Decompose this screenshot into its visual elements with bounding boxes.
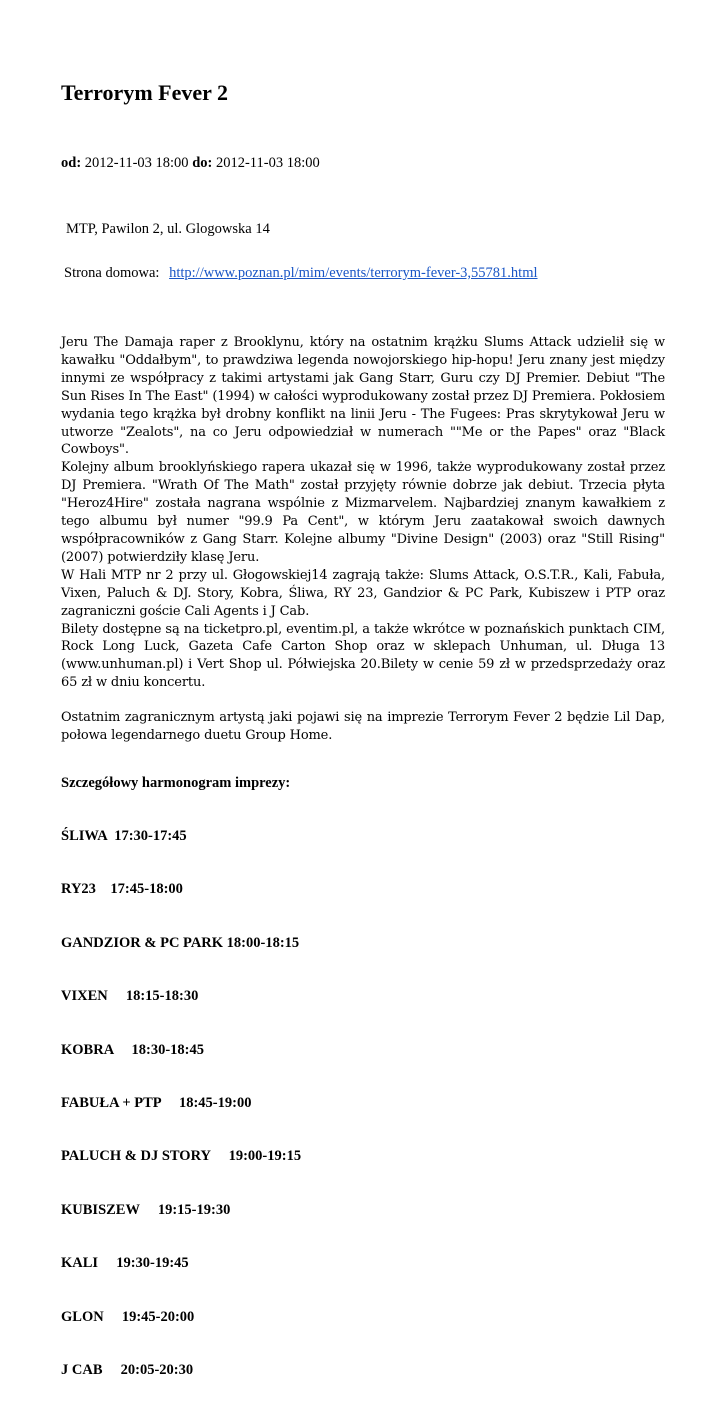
- to-label: do:: [192, 155, 213, 171]
- homepage-label: Strona domowa:: [64, 265, 160, 281]
- schedule-item: J CAB 20:05-20:30: [61, 1361, 194, 1378]
- schedule-item: VIXEN 18:15-18:30: [61, 988, 199, 1005]
- description-paragraph-5: Ostatnim zagranicznym artystą jaki pojawi się na imprezie Terrorym Fever 2 będzie Lil Dap, połowa legendarnego duetu Group Home.: [61, 710, 665, 744]
- event-description: [61, 334, 665, 745]
- page-title: Terrorym Fever 2: [61, 80, 228, 105]
- event-dates: [61, 154, 320, 172]
- schedule-item: KOBRA 18:30-18:45: [61, 1041, 204, 1058]
- from-value: 2012-11-03 18:00: [84, 155, 189, 171]
- event-homepage: [64, 264, 538, 282]
- event-location: MTP, Pawilon 2, ul. Glogowska 14: [66, 221, 270, 237]
- description-paragraph-2: Kolejny album brooklyńskiego rapera ukazał się w 1996, także wyprodukowany został przez DJ Premiera. "Wrath Of The Math" został przyjęty równie dobrze jak debiut. Trzecia płyta "Heroz4Hire" została nagrana wspólnie z Mizmarvelem. Najbardziej znanym kawałkiem z tego albumu był numer "99.9 Pa Cent", w którym Jeru zaatakował swoich dawnych współpracowników z Gang Starr. Kolejne albumy "Divine Design" (2003) oraz "Still Rising" (2007) potwierdziły klasę Jeru.: [61, 460, 665, 565]
- schedule: [61, 739, 301, 1415]
- from-label: od:: [61, 155, 82, 171]
- description-paragraph-1: Jeru The Damaja raper z Brooklynu, który na ostatnim krążku Slums Attack udzielił się w kawałku "Oddałbym", to prawdziwa legenda nowojorskiego hip-hopu! Jeru znany jest między innymi ze współpracy z takimi artystami jak Gang Starr, Guru czy DJ Premier. Debiut "The Sun Rises In The East" (1994) w całości wyprodukowany został przez DJ Premiera. Pokłosiem wydania tego krążka był drobny konflikt na linii Jeru - The Fugees: Pras skrytykował Jeru w utworze "Zealots", na co Jeru odpowiedział w numerach ""Me or the Papes" oraz "Black Cowboys".: [61, 335, 665, 458]
- schedule-item: FABUŁA + PTP 18:45-19:00: [61, 1094, 252, 1111]
- schedule-item: KALI 19:30-19:45: [61, 1255, 189, 1272]
- schedule-item: GANDZIOR & PC PARK 18:00-18:15: [61, 934, 300, 951]
- to-value: 2012-11-03 18:00: [215, 155, 320, 171]
- schedule-item: GLON 19:45-20:00: [61, 1308, 195, 1325]
- description-paragraph-4: Bilety dostępne są na ticketpro.pl, eventim.pl, a także wkrótce w poznańskich punktach CIM, Rock Long Luck, Gazeta Cafe Carton Shop oraz w sklepach Unhuman, ul. Długa 13 (www.unhuman.pl) i Vert Shop ul. Półwiejska 20.Bilety w cenie 59 zł w przedsprzedaży oraz 65 zł w dniu koncertu.: [61, 621, 665, 691]
- schedule-heading: Szczegółowy harmonogram imprezy:: [61, 774, 291, 791]
- schedule-item: PALUCH & DJ STORY 19:00-19:15: [61, 1148, 302, 1165]
- homepage-link[interactable]: http://www.poznan.pl/mim/events/terrorym-fever-3,55781.html: [169, 265, 538, 281]
- schedule-item: ŚLIWA 17:30-17:45: [61, 827, 187, 844]
- schedule-item: RY23 17:45-18:00: [61, 881, 183, 898]
- description-paragraph-3: W Hali MTP nr 2 przy ul. Głogowskiej14 zagrają także: Slums Attack, O.S.T.R., Kali, Fabuła, Vixen, Paluch & DJ. Story, Kobra, Śliwa, RY 23, Gandzior & PC Park, Kubiszew i PTP oraz zagraniczni goście Cali Agents i J Cab.: [61, 567, 665, 619]
- schedule-item: KUBISZEW 19:15-19:30: [61, 1201, 231, 1218]
